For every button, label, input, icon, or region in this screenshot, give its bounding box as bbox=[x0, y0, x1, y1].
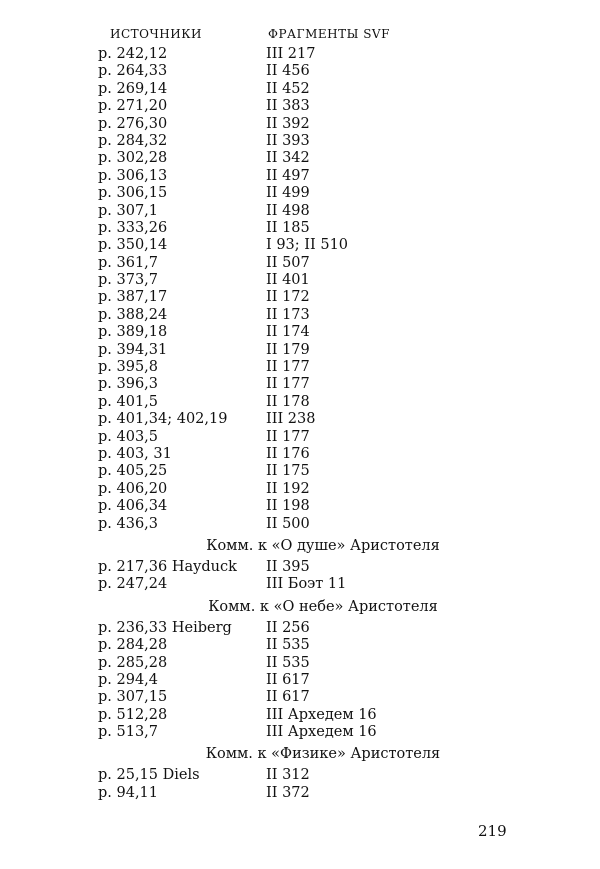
commentary-section bbox=[98, 743, 518, 802]
table-row bbox=[98, 463, 518, 480]
index-table bbox=[98, 24, 518, 802]
fragment-ref: II 456 bbox=[266, 63, 310, 80]
fragment-ref: II 192 bbox=[266, 480, 310, 497]
table-row bbox=[98, 446, 518, 463]
column-headers bbox=[98, 24, 518, 44]
table-row bbox=[98, 411, 518, 428]
fragment-ref: III 217 bbox=[266, 46, 316, 62]
source-ref: p. 401,5 bbox=[98, 393, 159, 410]
source-ref: p. 285,28 bbox=[98, 654, 168, 671]
table-row bbox=[98, 185, 518, 202]
fragment-ref: II 497 bbox=[266, 167, 310, 184]
source-ref: p. 236,33 Heiberg bbox=[98, 619, 232, 636]
fragment-ref: II 535 bbox=[266, 654, 310, 671]
main-rows bbox=[98, 46, 518, 533]
source-ref: p. 306,13 bbox=[98, 167, 168, 184]
table-row bbox=[98, 394, 518, 411]
section-title: Комм. к «О душе» Аристотеля bbox=[206, 537, 440, 554]
table-row bbox=[98, 116, 518, 133]
source-ref: p. 306,15 bbox=[98, 185, 168, 202]
fragment-ref: II 401 bbox=[266, 272, 310, 289]
source-ref: p. 269,14 bbox=[98, 80, 168, 97]
source-ref: p. 373,7 bbox=[98, 272, 159, 289]
table-row bbox=[98, 620, 518, 637]
commentary-section bbox=[98, 596, 518, 742]
table-row bbox=[98, 672, 518, 689]
fragment-ref: II 392 bbox=[266, 115, 310, 132]
table-row bbox=[98, 359, 518, 376]
fragment-ref: II 372 bbox=[266, 784, 310, 801]
fragment-ref: III Боэт 11 bbox=[266, 576, 347, 593]
source-ref: p. 387,17 bbox=[98, 289, 168, 306]
fragment-ref: II 535 bbox=[266, 637, 310, 654]
fragment-ref: II 507 bbox=[266, 254, 310, 271]
table-row bbox=[98, 133, 518, 150]
table-row bbox=[98, 516, 518, 533]
source-ref: p. 403,5 bbox=[98, 428, 159, 445]
fragment-ref: III Архедем 16 bbox=[266, 724, 377, 741]
source-ref: p. 405,25 bbox=[98, 463, 168, 480]
page-number: 219 bbox=[478, 822, 507, 840]
fragment-ref: II 173 bbox=[266, 306, 310, 323]
table-row bbox=[98, 559, 518, 576]
source-ref: p. 388,24 bbox=[98, 306, 168, 323]
source-ref: p. 264,33 bbox=[98, 63, 168, 80]
table-row bbox=[98, 272, 518, 289]
fragment-ref: II 312 bbox=[266, 767, 310, 784]
fragments-header: ФРАГМЕНТЫ SVF bbox=[268, 27, 390, 41]
fragment-ref: II 452 bbox=[266, 80, 310, 97]
table-row bbox=[98, 576, 518, 593]
fragment-ref: II 177 bbox=[266, 359, 310, 376]
source-ref: p. 436,3 bbox=[98, 515, 159, 532]
fragment-ref: II 617 bbox=[266, 671, 310, 688]
source-ref: p. 395,8 bbox=[98, 359, 159, 376]
source-ref: p. 25,15 Diels bbox=[98, 767, 200, 784]
source-ref: p. 406,34 bbox=[98, 498, 168, 515]
table-row bbox=[98, 498, 518, 515]
table-row bbox=[98, 324, 518, 341]
table-row bbox=[98, 307, 518, 324]
table-row bbox=[98, 342, 518, 359]
fragment-ref: II 176 bbox=[266, 445, 310, 462]
fragment-ref: II 177 bbox=[266, 428, 310, 445]
source-ref: p. 307,15 bbox=[98, 689, 168, 706]
table-row bbox=[98, 81, 518, 98]
fragment-ref: II 499 bbox=[266, 185, 310, 202]
table-row bbox=[98, 724, 518, 741]
source-ref: p. 276,30 bbox=[98, 115, 168, 132]
table-row bbox=[98, 63, 518, 80]
fragment-ref: II 500 bbox=[266, 515, 310, 532]
source-ref: p. 284,28 bbox=[98, 637, 168, 654]
table-row bbox=[98, 150, 518, 167]
table-row bbox=[98, 785, 518, 802]
table-row bbox=[98, 237, 518, 254]
fragment-ref: II 177 bbox=[266, 376, 310, 393]
source-ref: p. 401,34; 402,19 bbox=[98, 411, 228, 428]
fragment-ref: II 256 bbox=[266, 619, 310, 636]
source-ref: p. 271,20 bbox=[98, 98, 168, 115]
table-row bbox=[98, 429, 518, 446]
table-row bbox=[98, 98, 518, 115]
source-ref: p. 294,4 bbox=[98, 671, 159, 688]
fragment-ref: II 393 bbox=[266, 132, 310, 149]
table-row bbox=[98, 376, 518, 393]
source-ref: p. 284,32 bbox=[98, 132, 168, 149]
source-ref: p. 242,12 bbox=[98, 46, 168, 62]
fragment-ref: II 342 bbox=[266, 150, 310, 167]
sections bbox=[98, 535, 518, 802]
fragment-ref: II 383 bbox=[266, 98, 310, 115]
source-ref: p. 512,28 bbox=[98, 706, 168, 723]
section-title: Комм. к «Физике» Аристотеля bbox=[205, 746, 441, 763]
fragment-ref: II 498 bbox=[266, 202, 310, 219]
table-row bbox=[98, 203, 518, 220]
fragment-ref: II 395 bbox=[266, 558, 310, 575]
table-row bbox=[98, 481, 518, 498]
source-ref: p. 361,7 bbox=[98, 254, 159, 271]
source-ref: p. 406,20 bbox=[98, 480, 168, 497]
table-row bbox=[98, 689, 518, 706]
fragment-ref: II 175 bbox=[266, 463, 310, 480]
fragment-ref: III 238 bbox=[266, 411, 316, 428]
source-ref: p. 247,24 bbox=[98, 576, 168, 593]
fragment-ref: I 93; II 510 bbox=[266, 237, 349, 254]
table-row bbox=[98, 46, 518, 63]
table-row bbox=[98, 255, 518, 272]
source-ref: p. 403, 31 bbox=[98, 445, 172, 462]
table-row bbox=[98, 168, 518, 185]
fragment-ref: III Архедем 16 bbox=[266, 706, 377, 723]
source-ref: p. 302,28 bbox=[98, 150, 168, 167]
fragment-ref: II 185 bbox=[266, 219, 310, 236]
fragment-ref: II 179 bbox=[266, 341, 310, 358]
fragment-ref: II 172 bbox=[266, 289, 310, 306]
table-row bbox=[98, 637, 518, 654]
fragment-ref: II 178 bbox=[266, 393, 310, 410]
fragment-ref: II 617 bbox=[266, 689, 310, 706]
sources-header: ИСТОЧНИКИ bbox=[110, 27, 202, 41]
table-row bbox=[98, 707, 518, 724]
table-row bbox=[98, 655, 518, 672]
source-ref: p. 396,3 bbox=[98, 376, 159, 393]
source-ref: p. 350,14 bbox=[98, 237, 168, 254]
section-title: Комм. к «О небе» Аристотеля bbox=[208, 598, 438, 615]
source-ref: p. 307,1 bbox=[98, 202, 159, 219]
source-ref: p. 389,18 bbox=[98, 324, 168, 341]
source-ref: p. 513,7 bbox=[98, 724, 159, 741]
source-ref: p. 394,31 bbox=[98, 341, 168, 358]
source-ref: p. 94,11 bbox=[98, 784, 159, 801]
source-ref: p. 217,36 Hayduck bbox=[98, 558, 237, 575]
fragment-ref: II 198 bbox=[266, 498, 310, 515]
commentary-section bbox=[98, 535, 518, 594]
source-ref: p. 333,26 bbox=[98, 219, 168, 236]
table-row bbox=[98, 767, 518, 784]
table-row bbox=[98, 289, 518, 306]
table-row bbox=[98, 220, 518, 237]
fragment-ref: II 174 bbox=[266, 324, 310, 341]
